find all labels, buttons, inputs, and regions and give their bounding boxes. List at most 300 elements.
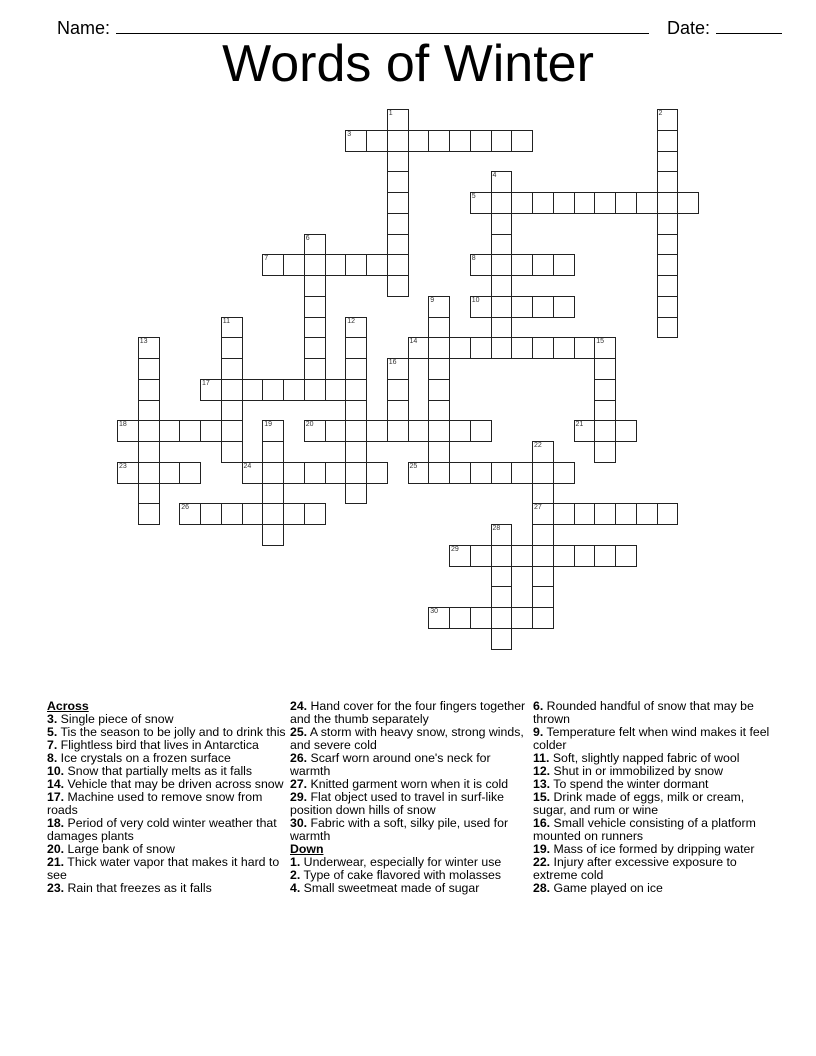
clue-number: 25 (409, 462, 418, 470)
clue-number: 7 (264, 255, 269, 263)
grid-cell[interactable] (262, 503, 284, 525)
grid-cell[interactable] (511, 254, 533, 276)
grid-cell[interactable] (304, 234, 326, 256)
clues-column-1 (47, 700, 287, 895)
grid-cell[interactable] (532, 192, 554, 214)
grid-cell[interactable] (615, 503, 637, 525)
grid-cell[interactable] (200, 379, 222, 401)
grid-cell[interactable] (283, 254, 305, 276)
grid-cell[interactable] (594, 503, 616, 525)
clue-text: Knitted garment worn when it is cold (307, 777, 509, 791)
grid-cell[interactable] (594, 400, 616, 422)
clue-number: 29. (290, 790, 308, 804)
clue-text: Drink made of eggs, milk or cream, sugar, and rum or wine (533, 790, 745, 817)
grid-cell[interactable] (657, 192, 679, 214)
clue-number: 21 (575, 421, 584, 429)
grid-cell[interactable] (532, 566, 554, 588)
grid-cell[interactable] (304, 275, 326, 297)
down-clue (533, 856, 773, 882)
grid-cell[interactable] (304, 337, 326, 359)
clue-number: 19 (264, 421, 273, 429)
across-clue (290, 726, 530, 752)
grid-cell[interactable] (366, 462, 388, 484)
grid-cell[interactable] (262, 441, 284, 463)
grid-cell[interactable] (387, 109, 409, 131)
grid-cell[interactable] (408, 462, 430, 484)
clue-number: 20 (305, 421, 314, 429)
grid-cell[interactable] (511, 337, 533, 359)
clue-text: Snow that partially melts as it falls (64, 764, 253, 778)
grid-cell[interactable] (283, 379, 305, 401)
grid-cell[interactable] (636, 192, 658, 214)
grid-cell[interactable] (387, 151, 409, 173)
clue-text: Tis the season to be jolly and to drink this (57, 725, 286, 739)
clue-number: 10 (471, 296, 480, 304)
clue-number: 11 (222, 317, 231, 325)
grid-cell[interactable] (138, 337, 160, 359)
grid-cell[interactable] (532, 524, 554, 546)
grid-cell[interactable] (345, 130, 367, 152)
grid-cell[interactable] (138, 420, 160, 442)
grid-cell[interactable] (594, 545, 616, 567)
down-clue (533, 882, 773, 895)
name-label: Name: (57, 18, 111, 38)
grid-cell[interactable] (345, 483, 367, 505)
grid-cell[interactable] (345, 358, 367, 380)
grid-cell[interactable] (677, 192, 699, 214)
grid-cell[interactable] (594, 420, 616, 442)
grid-cell[interactable] (242, 379, 264, 401)
grid-cell[interactable] (179, 462, 201, 484)
grid-cell[interactable] (449, 462, 471, 484)
grid-cell[interactable] (283, 503, 305, 525)
clue-text: Large bank of snow (64, 842, 175, 856)
grid-cell[interactable] (387, 213, 409, 235)
grid-cell[interactable] (511, 607, 533, 629)
grid-cell[interactable] (532, 296, 554, 318)
grid-cell[interactable] (262, 254, 284, 276)
grid-cell[interactable] (470, 337, 492, 359)
grid-cell[interactable] (491, 254, 513, 276)
clue-text: Temperature felt when wind makes it feel colder (533, 725, 770, 752)
grid-cell[interactable] (138, 379, 160, 401)
grid-cell[interactable] (345, 420, 367, 442)
grid-cell[interactable] (574, 192, 596, 214)
grid-cell[interactable] (345, 317, 367, 339)
grid-cell[interactable] (574, 545, 596, 567)
grid-cell[interactable] (657, 503, 679, 525)
grid-cell[interactable] (221, 503, 243, 525)
clue-number: 7. (47, 738, 58, 752)
clue-text: Single piece of snow (57, 712, 174, 726)
grid-cell[interactable] (657, 234, 679, 256)
grid-cell[interactable] (553, 503, 575, 525)
across-clue (47, 856, 287, 882)
down-clue (533, 817, 773, 843)
grid-cell[interactable] (345, 400, 367, 422)
grid-cell[interactable] (470, 420, 492, 442)
clue-text: Shut in or immobilized by snow (550, 764, 724, 778)
grid-cell[interactable] (366, 420, 388, 442)
grid-cell[interactable] (138, 503, 160, 525)
clue-number: 26 (181, 504, 190, 512)
clue-number: 8 (471, 255, 476, 263)
grid-cell[interactable] (221, 337, 243, 359)
grid-cell[interactable] (553, 462, 575, 484)
grid-cell[interactable] (491, 213, 513, 235)
clue-number: 6 (305, 234, 310, 242)
grid-cell[interactable] (117, 462, 139, 484)
grid-cell[interactable] (532, 254, 554, 276)
grid-cell[interactable] (470, 296, 492, 318)
clue-number: 9 (430, 296, 435, 304)
grid-cell[interactable] (532, 607, 554, 629)
grid-cell[interactable] (532, 483, 554, 505)
clue-text: Small vehicle consisting of a platform mounted on runners (533, 816, 756, 843)
clue-number: 6. (533, 699, 544, 713)
grid-cell[interactable] (657, 109, 679, 131)
across-clue (290, 752, 530, 778)
grid-cell[interactable] (138, 462, 160, 484)
clue-number: 28 (492, 525, 501, 532)
clue-number: 1 (388, 110, 393, 117)
grid-cell[interactable] (428, 358, 450, 380)
clue-number: 18. (47, 816, 65, 830)
clue-text: Period of very cold winter weather that damages plants (47, 816, 277, 843)
grid-cell[interactable] (449, 130, 471, 152)
clue-number: 14. (47, 777, 65, 791)
grid-cell[interactable] (262, 379, 284, 401)
clue-number: 16. (533, 816, 551, 830)
grid-cell[interactable] (615, 545, 637, 567)
grid-cell[interactable] (553, 254, 575, 276)
clue-number: 5. (47, 725, 58, 739)
clue-text: Ice crystals on a frozen surface (57, 751, 231, 765)
clue-text: Hand cover for the four fingers together and the thumb separately (290, 699, 526, 726)
clue-text: Machine used to remove snow from roads (47, 790, 263, 817)
clue-text: Rounded handful of snow that may be thrown (533, 699, 754, 726)
grid-cell[interactable] (553, 192, 575, 214)
grid-cell[interactable] (387, 234, 409, 256)
clue-text: Scarf worn around one's neck for warmth (290, 751, 491, 778)
grid-cell[interactable] (138, 441, 160, 463)
clue-number: 24. (290, 699, 308, 713)
grid-cell[interactable] (470, 545, 492, 567)
grid-cell[interactable] (304, 317, 326, 339)
grid-cell[interactable] (491, 275, 513, 297)
clue-text: Flat object used to travel in surf-like position down hills of snow (290, 790, 504, 817)
clue-number: 22 (534, 442, 542, 449)
grid-cell[interactable] (491, 462, 513, 484)
grid-cell[interactable] (387, 275, 409, 297)
grid-cell[interactable] (428, 337, 450, 359)
grid-cell[interactable] (304, 358, 326, 380)
clue-text: Flightless bird that lives in Antarctica (57, 738, 259, 752)
grid-cell[interactable] (179, 420, 201, 442)
grid-cell[interactable] (574, 503, 596, 525)
grid-cell[interactable] (200, 420, 222, 442)
clue-text: Underwear, especially for winter use (300, 855, 502, 869)
grid-cell[interactable] (449, 420, 471, 442)
clue-number: 30 (430, 608, 439, 615)
grid-cell[interactable] (594, 358, 616, 380)
grid-cell[interactable] (221, 400, 243, 422)
grid-cell[interactable] (657, 254, 679, 276)
across-clue (47, 882, 287, 895)
clue-number: 15. (533, 790, 551, 804)
grid-cell[interactable] (408, 130, 430, 152)
grid-cell[interactable] (470, 462, 492, 484)
grid-cell[interactable] (553, 337, 575, 359)
down-clue (290, 882, 530, 895)
across-clue (47, 791, 287, 817)
grid-cell[interactable] (511, 462, 533, 484)
grid-cell[interactable] (179, 503, 201, 525)
clue-number: 29 (451, 545, 459, 553)
across-clue (290, 817, 530, 843)
grid-cell[interactable] (491, 607, 513, 629)
grid-cell[interactable] (657, 296, 679, 318)
grid-cell[interactable] (657, 317, 679, 339)
across-clue (290, 791, 530, 817)
clue-number: 25. (290, 725, 308, 739)
grid-cell[interactable] (304, 462, 326, 484)
grid-cell[interactable] (470, 130, 492, 152)
grid-cell[interactable] (491, 317, 513, 339)
grid-cell[interactable] (553, 296, 575, 318)
grid-cell[interactable] (532, 337, 554, 359)
clue-number: 1. (290, 855, 301, 869)
clue-number: 27 (534, 504, 542, 512)
clue-text: Soft, slightly napped fabric of wool (549, 751, 740, 765)
clue-number: 4. (290, 881, 301, 895)
grid-cell[interactable] (325, 379, 347, 401)
clue-number: 15 (596, 338, 605, 346)
grid-cell[interactable] (449, 545, 471, 567)
clue-number: 2. (290, 868, 301, 882)
grid-cell[interactable] (511, 545, 533, 567)
grid-cell[interactable] (200, 503, 222, 525)
grid-cell[interactable] (387, 358, 409, 380)
clue-number: 23. (47, 881, 65, 895)
clue-number: 5 (471, 193, 476, 200)
grid-cell[interactable] (428, 296, 450, 318)
grid-cell[interactable] (138, 483, 160, 505)
grid-cell[interactable] (428, 462, 450, 484)
clue-number: 18 (119, 421, 127, 429)
grid-cell[interactable] (594, 441, 616, 463)
grid-cell[interactable] (657, 213, 679, 235)
clue-text: Injury after excessive exposure to extreme cold (533, 855, 737, 882)
grid-cell[interactable] (657, 275, 679, 297)
clue-number: 27. (290, 777, 308, 791)
across-clue (290, 700, 530, 726)
grid-cell[interactable] (304, 254, 326, 276)
clue-number: 10. (47, 764, 65, 778)
grid-cell[interactable] (428, 420, 450, 442)
grid-cell[interactable] (491, 192, 513, 214)
grid-cell[interactable] (574, 420, 596, 442)
clue-number: 17. (47, 790, 65, 804)
clue-number: 12 (347, 317, 356, 325)
grid-cell[interactable] (345, 337, 367, 359)
grid-cell[interactable] (470, 607, 492, 629)
clue-number: 23 (119, 462, 127, 470)
grid-cell[interactable] (594, 379, 616, 401)
clue-number: 3. (47, 712, 58, 726)
grid-cell[interactable] (304, 379, 326, 401)
grid-cell[interactable] (262, 524, 284, 546)
grid-cell[interactable] (221, 420, 243, 442)
grid-cell[interactable] (491, 586, 513, 608)
down-clue (533, 700, 773, 726)
clue-number: 13. (533, 777, 551, 791)
grid-cell[interactable] (428, 130, 450, 152)
grid-cell[interactable] (491, 566, 513, 588)
grid-cell[interactable] (387, 171, 409, 193)
grid-cell[interactable] (636, 503, 658, 525)
grid-cell[interactable] (470, 254, 492, 276)
grid-cell[interactable] (159, 462, 181, 484)
grid-cell[interactable] (387, 420, 409, 442)
date-label: Date: (667, 18, 711, 38)
grid-cell[interactable] (408, 337, 430, 359)
grid-cell[interactable] (594, 192, 616, 214)
grid-cell[interactable] (138, 400, 160, 422)
clue-number: 3 (347, 130, 352, 138)
across-clue (47, 817, 287, 843)
grid-cell[interactable] (221, 317, 243, 339)
grid-cell[interactable] (491, 628, 513, 650)
grid-cell[interactable] (387, 192, 409, 214)
grid-cell[interactable] (449, 337, 471, 359)
grid-cell[interactable] (428, 441, 450, 463)
grid-cell[interactable] (511, 296, 533, 318)
clue-number: 4 (492, 172, 497, 180)
grid-cell[interactable] (366, 254, 388, 276)
grid-cell[interactable] (366, 130, 388, 152)
grid-cell[interactable] (345, 462, 367, 484)
grid-cell[interactable] (262, 420, 284, 442)
grid-cell[interactable] (491, 234, 513, 256)
grid-cell[interactable] (511, 192, 533, 214)
grid-cell[interactable] (221, 441, 243, 463)
clue-text: Type of cake flavored with molasses (300, 868, 501, 882)
grid-cell[interactable] (387, 400, 409, 422)
grid-cell[interactable] (449, 607, 471, 629)
clue-number: 20. (47, 842, 65, 856)
grid-cell[interactable] (491, 545, 513, 567)
page-title: Words of Winter (222, 35, 594, 93)
grid-cell[interactable] (574, 337, 596, 359)
clue-text: To spend the winter dormant (550, 777, 709, 791)
clue-number: 30. (290, 816, 308, 830)
grid-cell[interactable] (387, 130, 409, 152)
grid-cell[interactable] (428, 607, 450, 629)
grid-cell[interactable] (262, 462, 284, 484)
clue-number: 8. (47, 751, 58, 765)
grid-cell[interactable] (470, 192, 492, 214)
grid-cell[interactable] (428, 379, 450, 401)
grid-cell[interactable] (491, 337, 513, 359)
grid-cell[interactable] (304, 296, 326, 318)
grid-cell[interactable] (117, 420, 139, 442)
grid-cell[interactable] (387, 254, 409, 276)
grid-cell[interactable] (594, 337, 616, 359)
grid-cell[interactable] (345, 254, 367, 276)
clue-number: 19. (533, 842, 551, 856)
grid-cell[interactable] (428, 317, 450, 339)
grid-cell[interactable] (283, 462, 305, 484)
clue-number: 11. (533, 751, 550, 765)
grid-cell[interactable] (325, 420, 347, 442)
clue-number: 16 (388, 359, 397, 366)
grid-cell[interactable] (491, 130, 513, 152)
grid-cell[interactable] (532, 586, 554, 608)
clue-number: 28. (533, 881, 551, 895)
down-clue (533, 791, 773, 817)
clue-number: 14 (409, 338, 418, 346)
grid-cell[interactable] (304, 503, 326, 525)
grid-cell[interactable] (262, 483, 284, 505)
grid-cell[interactable] (428, 400, 450, 422)
grid-cell[interactable] (221, 379, 243, 401)
clue-number: 9. (533, 725, 544, 739)
grid-cell[interactable] (242, 462, 264, 484)
grid-cell[interactable] (491, 524, 513, 546)
clue-text: Small sweetmeat made of sugar (300, 881, 480, 895)
grid-cell[interactable] (532, 503, 554, 525)
grid-cell[interactable] (325, 254, 347, 276)
grid-cell[interactable] (532, 462, 554, 484)
clue-number: 24 (243, 462, 252, 470)
clue-text: Mass of ice formed by dripping water (550, 842, 755, 856)
grid-cell[interactable] (553, 545, 575, 567)
down-heading: Down (290, 842, 324, 856)
clue-number: 13 (139, 338, 148, 346)
grid-cell[interactable] (615, 420, 637, 442)
grid-cell[interactable] (491, 171, 513, 193)
clue-text: A storm with heavy snow, strong winds, and severe cold (290, 725, 524, 752)
grid-cell[interactable] (345, 379, 367, 401)
grid-cell[interactable] (532, 441, 554, 463)
clue-text: Thick water vapor that makes it hard to see (47, 855, 280, 882)
clue-number: 26. (290, 751, 308, 765)
grid-cell[interactable] (387, 379, 409, 401)
grid-cell[interactable] (657, 151, 679, 173)
grid-cell[interactable] (657, 130, 679, 152)
clue-number: 17 (202, 379, 210, 387)
grid-cell[interactable] (242, 503, 264, 525)
grid-cell[interactable] (325, 462, 347, 484)
clue-text: Vehicle that may be driven across snow (64, 777, 284, 791)
grid-cell[interactable] (408, 420, 430, 442)
grid-cell[interactable] (491, 296, 513, 318)
grid-cell[interactable] (138, 358, 160, 380)
grid-cell[interactable] (511, 130, 533, 152)
clue-text: Game played on ice (550, 881, 663, 895)
grid-cell[interactable] (304, 420, 326, 442)
grid-cell[interactable] (159, 420, 181, 442)
grid-cell[interactable] (657, 171, 679, 193)
grid-cell[interactable] (532, 545, 554, 567)
grid-cell[interactable] (345, 441, 367, 463)
grid-cell[interactable] (615, 192, 637, 214)
grid-cell[interactable] (221, 358, 243, 380)
clue-text: Fabric with a soft, silky pile, used for warmth (290, 816, 509, 843)
clue-number: 12. (533, 764, 551, 778)
down-clue (533, 726, 773, 752)
